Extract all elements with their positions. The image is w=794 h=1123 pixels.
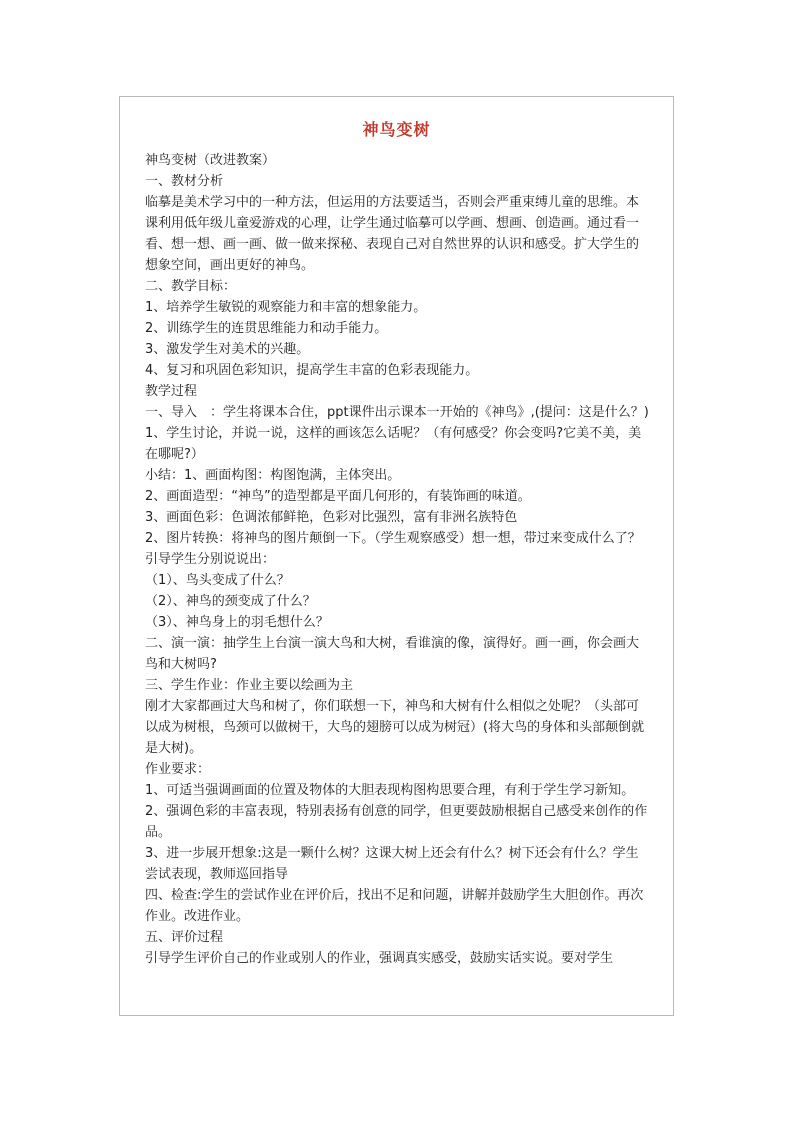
- document-body: [145, 150, 651, 969]
- paragraph: 4、复习和巩固色彩知识，提高学生丰富的色彩表现能力。: [145, 363, 479, 378]
- paragraph: 五、评价过程: [145, 930, 224, 945]
- paragraph: 1、学生讨论，并说一说，这样的画该怎么话呢？（有何感受？你会变吗?它美不美，美在哪呢?）: [145, 426, 642, 462]
- paragraph: 神鸟变树（改进教案）: [145, 153, 276, 168]
- paragraph: 刚才大家都画过大鸟和树了，你们联想一下，神鸟和大树有什么相似之处呢？（头部可以成为树根，鸟颈可以做树干，大鸟的翅膀可以成为树冠）(将大鸟的身体和头部颠倒就是大树)。: [145, 699, 645, 756]
- paragraph: 1、可适当强调画面的位置及物体的大胆表现构图构思要合理，有利于学生学习新知。: [145, 783, 635, 798]
- paragraph: 3、激发学生对美术的兴趣。: [145, 342, 310, 357]
- paragraph: 一、教材分析: [145, 174, 224, 189]
- document-frame: [119, 96, 674, 1016]
- paragraph: 2、图片转换：将神鸟的图片颠倒一下。（学生观察感受）想一想，带过来变成什么了？引导学生分别说说出：: [145, 531, 641, 567]
- paragraph: 引导学生评价自己的作业或别人的作业，强调真实感受，鼓励实话实说。要对学生: [145, 951, 614, 966]
- paragraph: 3、画面色彩：色调浓郁鲜艳，色彩对比强烈，富有非洲名族特色: [145, 510, 518, 525]
- paragraph: 临摹是美术学习中的一种方法，但运用的方法要适当，否则会严重束缚儿童的思维。本课利用低年级儿童爱游戏的心理，让学生通过临摹可以学画、想画、创造画。通过看一看、想一想、画一画、做一做来探秘、表现自己对自然世界的认识和感受。扩大学生的想象空间，画出更好的神鸟。: [145, 195, 640, 273]
- paragraph: 二、演一演：抽学生上台演一演大鸟和大树，看谁演的像，演得好。画一画，你会画大鸟和大树吗?: [145, 636, 640, 672]
- paragraph: 三、学生作业：作业主要以绘画为主: [145, 678, 354, 693]
- paragraph: 小结：1、画面构图：构图饱满，主体突出。: [145, 468, 401, 483]
- paragraph: 二、教学目标：: [145, 279, 237, 294]
- document-title: 神鸟变树: [362, 120, 431, 139]
- paragraph: 2、画面造型：“神鸟”的造型都是平面几何形的，有装饰画的味道。: [145, 489, 531, 504]
- paragraph: 四、检查:学生的尝试作业在评价后，找出不足和问题，讲解并鼓励学生大胆创作。再次作业。改进作业。: [145, 888, 644, 924]
- paragraph: 一、导入 ：学生将课本合住，ppt课件出示课本一开始的《神鸟》,(提问：这是什么？): [145, 405, 649, 420]
- paragraph: 2、训练学生的连贯思维能力和动手能力。: [145, 321, 388, 336]
- paragraph: 2、强调色彩的丰富表现，特别表扬有创意的同学，但更要鼓励根据自己感受来创作的作品。: [145, 804, 648, 840]
- paragraph: 教学过程: [145, 384, 198, 399]
- paragraph: 作业要求：: [145, 762, 211, 777]
- paragraph: （1）、鸟头变成了什么？: [145, 573, 290, 588]
- paragraph: （2）、神鸟的颈变成了什么？: [145, 594, 316, 609]
- paragraph: 1、培养学生敏锐的观察能力和丰富的想象能力。: [145, 300, 427, 315]
- paragraph: （3）、神鸟身上的羽毛想什么？: [145, 615, 329, 630]
- paragraph: 3、进一步展开想象:这是一颗什么树？这课大树上还会有什么？树下还会有什么？学生尝试表现，教师巡回指导: [145, 846, 639, 882]
